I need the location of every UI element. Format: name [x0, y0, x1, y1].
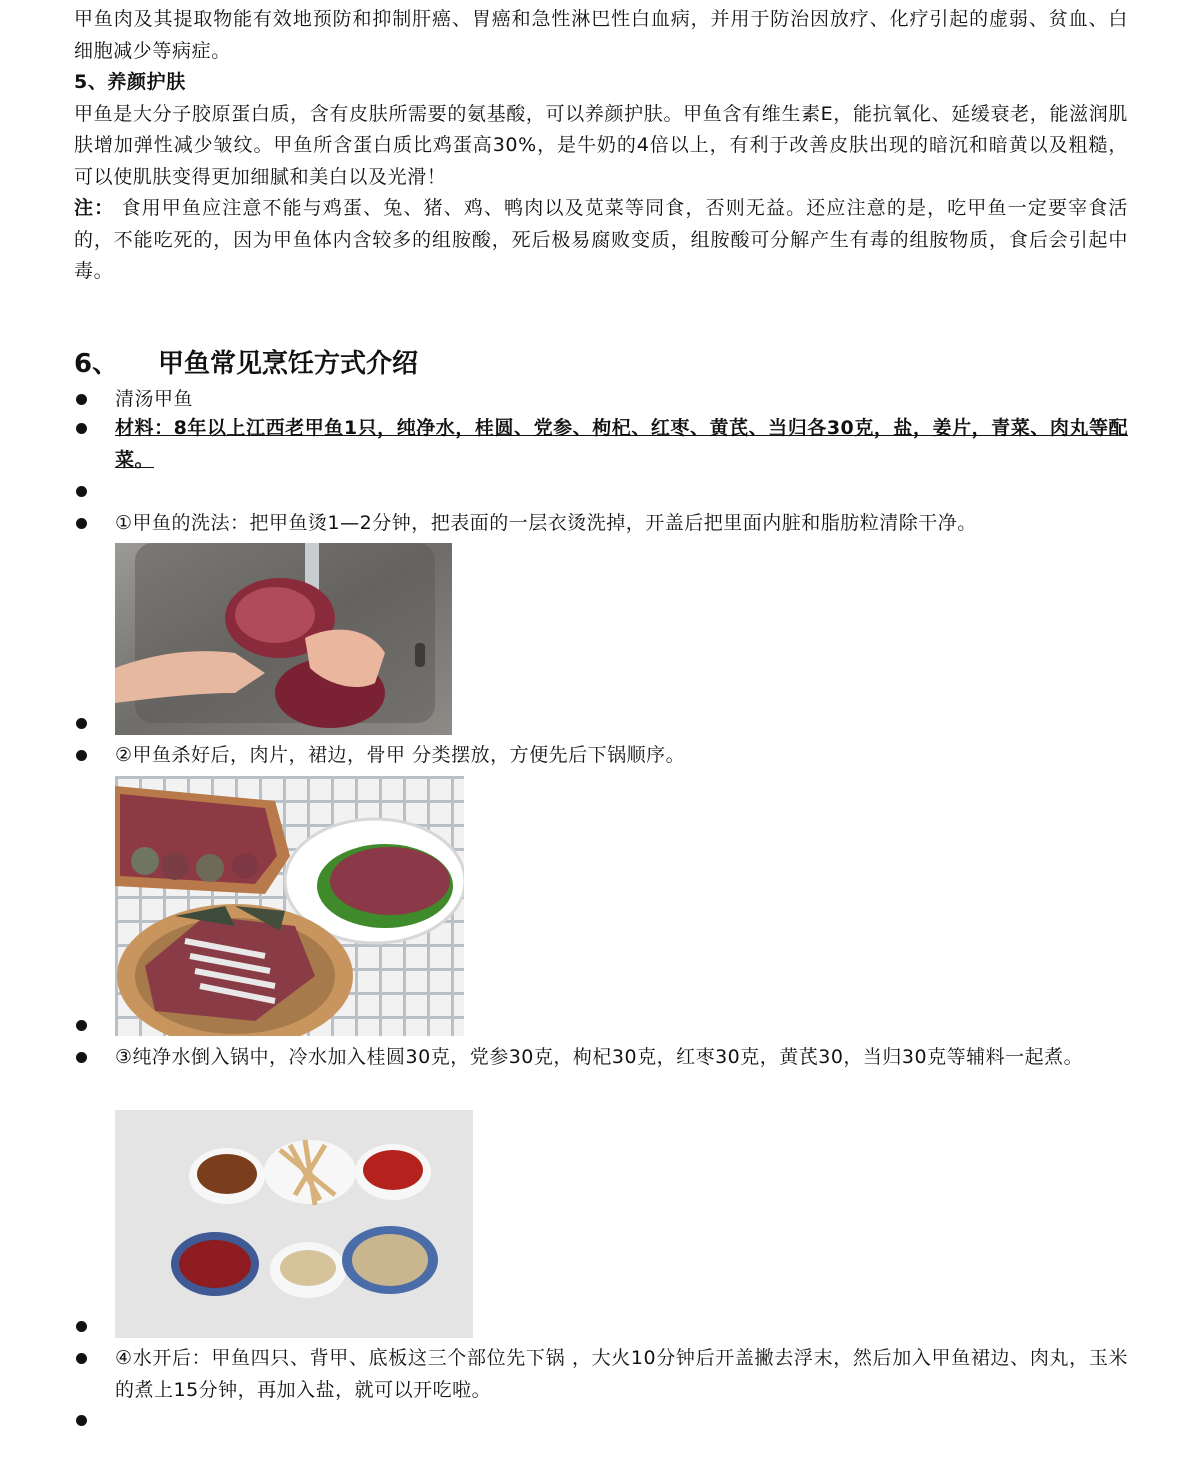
- materials-text: 材料：8年以上江西老甲鱼1只，纯净水，桂圆、党参、枸杞、红枣、黄芪、当归各30克，盐，姜片，青菜、肉丸等配菜。: [115, 417, 1128, 471]
- list-item: [74, 740, 1128, 772]
- step-2-text: ②甲鱼杀好后，肉片，裙边，骨甲 分类摆放，方便先后下锅顺序。: [115, 744, 686, 766]
- section-5-title: 5、养颜护肤: [74, 71, 186, 93]
- bullet-dot: [76, 1020, 87, 1031]
- list-item: [74, 413, 1128, 476]
- step-4-text: ④水开后：甲鱼四只、背甲、底板这三个部位先下锅 ，大火10分钟后开盖撇去浮末，然后加入甲鱼裙边、肉丸，玉米的煮上15分钟，再加入盐，就可以开吃啦。: [115, 1347, 1128, 1401]
- section-6-title: 甲鱼常见烹饪方式介绍: [158, 349, 419, 379]
- note-paragraph: [74, 193, 1128, 288]
- photo-herbs-bowls: [115, 1110, 473, 1338]
- bullet-dot: [76, 1415, 87, 1426]
- intro-paragraph: 甲鱼肉及其提取物能有效地预防和抑制肝癌、胃癌和急性淋巴性白血病，并用于防治因放疗、化疗引起的虚弱、贫血、白细胞减少等病症。: [74, 8, 1128, 62]
- list-item: [74, 1343, 1128, 1406]
- bullet-dot: [76, 394, 87, 405]
- bullet-dot: [76, 486, 87, 497]
- list-item: [74, 1042, 1128, 1074]
- bullet-dot: [76, 518, 87, 529]
- bullet-dot: [76, 1052, 87, 1063]
- photo-turtle-pieces: [115, 776, 464, 1036]
- section-6-number: 6、: [74, 349, 119, 379]
- photo-washing-turtle: [115, 543, 452, 735]
- note-body: 食用甲鱼应注意不能与鸡蛋、兔、猪、鸡、鸭肉以及苋菜等同食，否则无益。还应注意的是，吃甲鱼一定要宰食活的，不能吃死的，因为甲鱼体内含较多的组胺酸，死后极易腐败变质，组胺酸可分解产生有毒的组胺物质，食后会引起中毒。: [74, 197, 1129, 282]
- bullet-dot: [76, 718, 87, 729]
- bullet-dot: [76, 1321, 87, 1332]
- list-item: [74, 508, 1128, 540]
- bullet-dot: [76, 1353, 87, 1364]
- step-3-text: ③纯净水倒入锅中，冷水加入桂圆30克，党参30克，枸杞30克，红枣30克，黄芪30，当归30克等辅料一起煮。: [115, 1046, 1084, 1068]
- document-body: [74, 4, 1128, 288]
- bullet-dot: [76, 750, 87, 761]
- note-label: 注：: [74, 197, 115, 219]
- section-6-heading: [74, 346, 418, 382]
- step-1-text: ①甲鱼的洗法：把甲鱼烫1—2分钟，把表面的一层衣烫洗掉，开盖后把里面内脏和脂肪粒清除干净。: [115, 512, 977, 534]
- section-5-body: 甲鱼是大分子胶原蛋白质，含有皮肤所需要的氨基酸，可以养颜护肤。甲鱼含有维生素E，能抗氧化、延缓衰老，能滋润肌肤增加弹性减少皱纹。甲鱼所含蛋白质比鸡蛋高30%，是牛奶的4倍以上，有利于改善皮肤出现的暗沉和暗黄以及粗糙，可以使肌肤变得更加细腻和美白以及光滑！: [74, 102, 1128, 188]
- list-item: [74, 384, 1128, 416]
- dish-name: 清汤甲鱼: [115, 388, 194, 410]
- bullet-dot: [76, 423, 87, 434]
